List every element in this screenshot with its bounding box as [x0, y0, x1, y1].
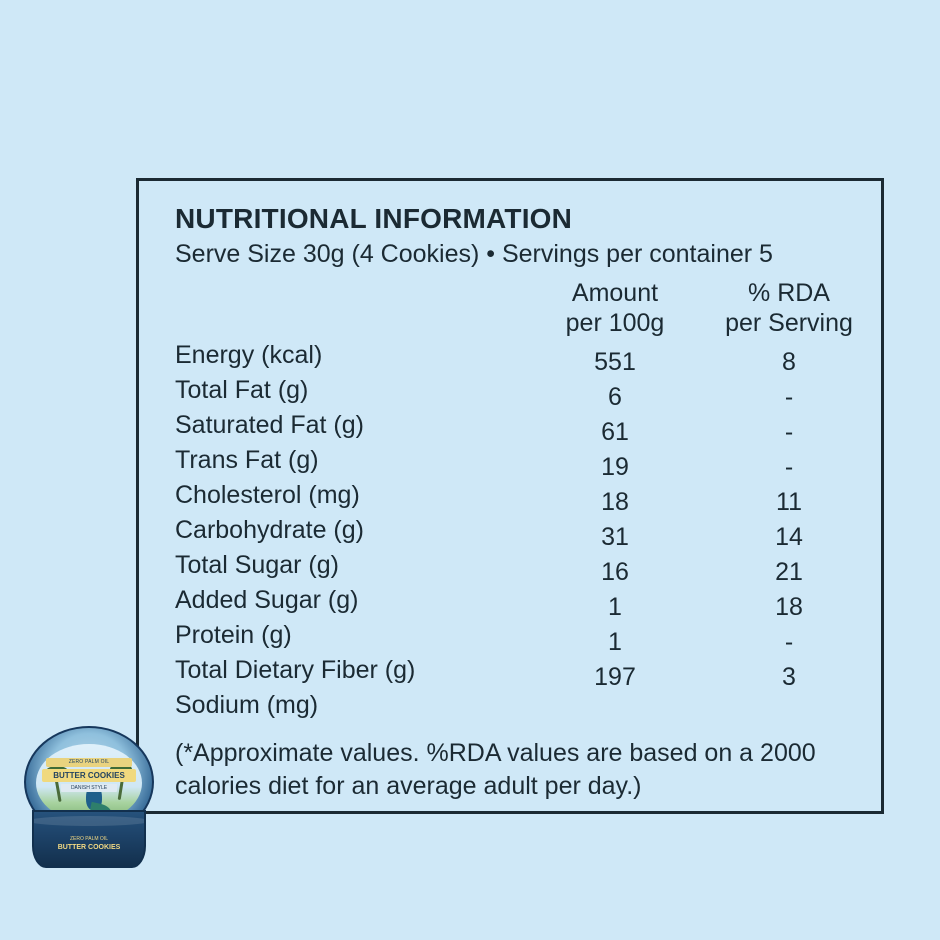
tin-label-zero-palm-oil: ZERO PALM OIL: [46, 758, 132, 767]
nutrient-name: Protein (g): [175, 621, 292, 650]
nutrient-rda: -: [784, 628, 794, 657]
column-header-nutrient: [175, 279, 527, 338]
tin-rim: [32, 816, 146, 826]
tin-body-label-zero-palm-oil: ZERO PALM OIL: [70, 836, 108, 842]
nutrition-panel-inner: [175, 203, 863, 802]
nutrient-amount: 6: [608, 383, 622, 412]
nutrient-rda: 14: [775, 523, 803, 552]
column-header-amount: [527, 279, 703, 338]
nutrient-amount: 1: [608, 593, 622, 622]
serving-size-line: Serve Size 30g (4 Cookies) • Servings per container 5: [175, 240, 773, 269]
footnote: (*Approximate values. %RDA values are based on a 2000 calories diet for an average adult per day.): [175, 739, 816, 800]
nutrient-name: Sodium (mg): [175, 691, 319, 720]
nutrition-panel: [136, 178, 884, 814]
nutrient-rda: -: [784, 383, 794, 412]
column-header-amount-line2: per 100g: [565, 308, 665, 337]
nutrient-name: Total Fat (g): [175, 376, 309, 405]
tin-body: [32, 810, 146, 868]
nutrient-rda: 18: [775, 593, 803, 622]
nutrient-rda: 21: [775, 558, 803, 587]
tin-body-label-product-name: BUTTER COOKIES: [57, 844, 121, 851]
nutrient-amount: 31: [601, 523, 629, 552]
nutrient-name: Saturated Fat (g): [175, 411, 364, 440]
tin-label-style: DANISH STYLE: [61, 784, 117, 792]
nutrient-amount: 61: [601, 418, 629, 447]
nutrient-name: Added Sugar (g): [175, 586, 359, 615]
nutrient-rda: -: [784, 453, 794, 482]
nutrient-amount: 19: [601, 453, 629, 482]
column-header-amount-line1: Amount: [571, 279, 659, 308]
nutrient-rda: 8: [782, 348, 796, 377]
nutrient-amount: 197: [594, 663, 636, 692]
column-header-rda-line2: per Serving: [725, 308, 853, 337]
page-title: NUTRITIONAL INFORMATION: [175, 203, 573, 234]
nutrient-rda: -: [784, 418, 794, 447]
nutrient-name: Energy (kcal): [175, 341, 323, 370]
column-header-rda: [703, 279, 875, 338]
nutrient-name: Cholesterol (mg): [175, 481, 360, 510]
table-header-row: [175, 279, 875, 338]
table-row: [175, 338, 875, 373]
nutrient-rda: [703, 695, 875, 730]
nutrient-amount: 1: [608, 628, 622, 657]
nutrient-name: Total Dietary Fiber (g): [175, 656, 416, 685]
table-header: [175, 279, 875, 338]
nutrient-amount: 18: [601, 488, 629, 517]
nutrient-amount: 16: [601, 558, 629, 587]
nutrient-name: Total Sugar (g): [175, 551, 339, 580]
nutrient-name: Trans Fat (g): [175, 446, 319, 475]
column-header-rda-line1: % RDA: [748, 279, 830, 308]
product-tin-image: [24, 726, 154, 874]
table-body: [175, 338, 875, 723]
tin-label-product-name: BUTTER COOKIES: [42, 769, 136, 782]
nutrition-table: [175, 279, 875, 723]
nutrient-amount: 551: [594, 348, 636, 377]
nutrient-amount: [527, 695, 703, 730]
nutrient-name: Carbohydrate (g): [175, 516, 364, 545]
nutrient-rda: 3: [782, 663, 796, 692]
nutrient-rda: 11: [776, 488, 802, 517]
